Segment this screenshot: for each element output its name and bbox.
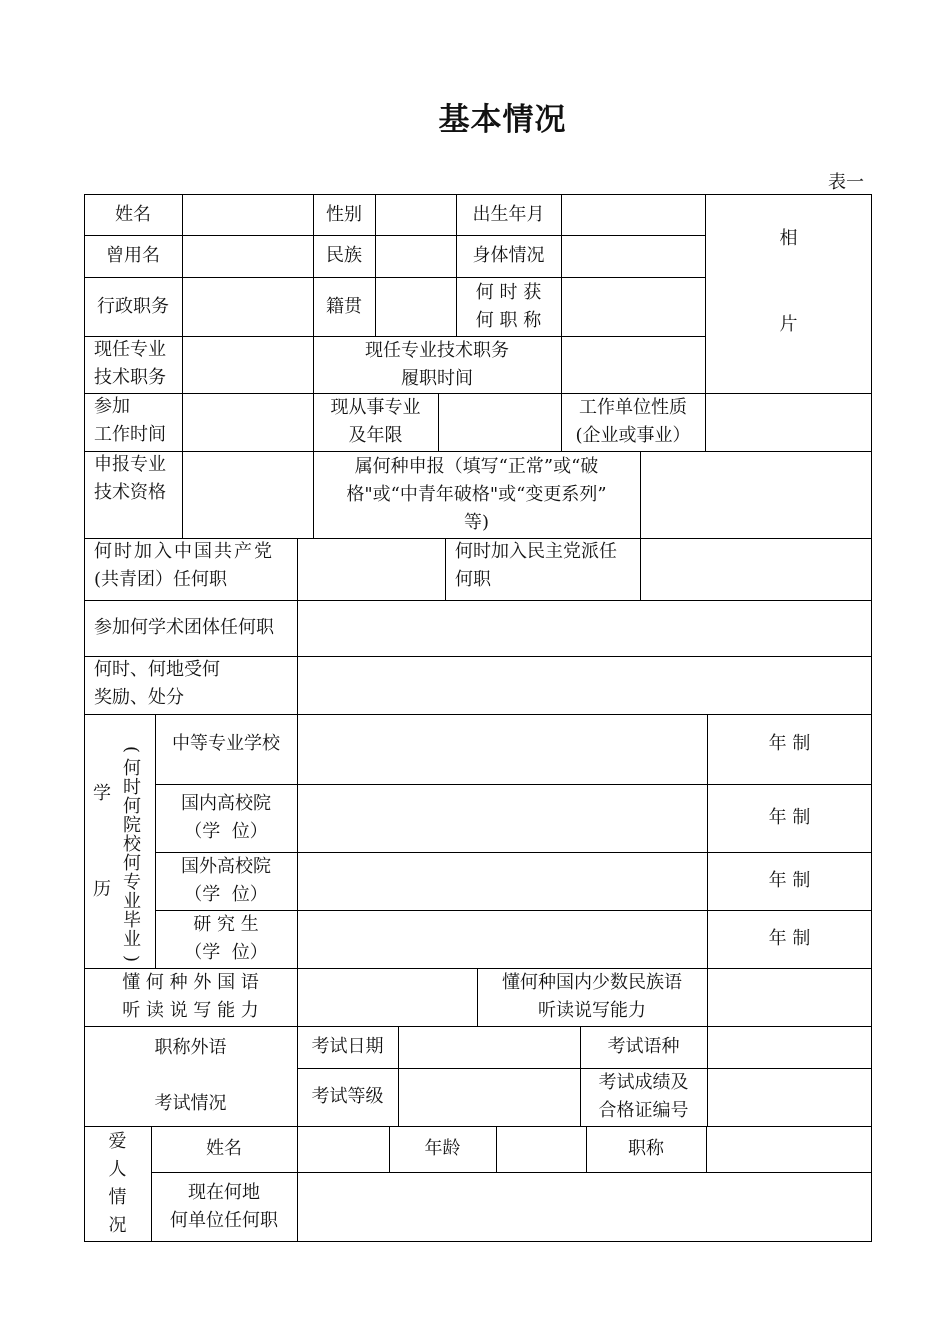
label-education-note [117, 740, 147, 968]
note-char: 业 [123, 891, 141, 912]
label-unit-nature-line1: 工作单位性质 [579, 397, 687, 418]
label-category-line1: 属何种申报（填写“正常”或“破 [354, 455, 599, 477]
col-line [707, 968, 708, 1126]
col-line [640, 451, 641, 600]
label-foreign-line2: （学 位） [184, 884, 268, 905]
label-years-domestic: 年 制 [768, 807, 811, 828]
label-education-xue: 学 [93, 783, 111, 804]
col-line [297, 538, 298, 968]
label-apply-category [313, 451, 640, 538]
label-apply-line1: 申报专业 [94, 454, 166, 475]
col-line [496, 1126, 497, 1172]
note-char: 院 [123, 815, 141, 836]
label-join-work-line1: 参加 [94, 396, 130, 417]
label-spouse-where-line1: 现在何地 [188, 1182, 260, 1203]
label-tech-time-line1: 现任专业技术职务 [365, 339, 509, 361]
label-health: 身体情况 [472, 245, 545, 266]
label-exam-score [580, 1068, 707, 1126]
label-democratic-line1: 何时加入民主党派任 [455, 541, 617, 562]
label-democratic [445, 538, 640, 600]
label-minority-language-line1: 懂何种国内少数民族语 [502, 972, 682, 993]
label-education-li: 历 [93, 879, 111, 900]
label-academic-group: 参加何学术团体任何职 [94, 617, 274, 638]
note-char: 业 [123, 929, 141, 950]
label-category-line2: 格"或“中青年破格"或“变更系列” [346, 483, 607, 505]
label-democratic-line2: 何职 [455, 569, 491, 590]
label-domestic-line2: （学 位） [184, 821, 268, 842]
label-foreign-language-line1: 懂 何 种 外 国 语 [122, 972, 259, 993]
label-exam [84, 1026, 297, 1126]
label-years-foreign: 年 制 [768, 870, 811, 891]
label-secondary-school: 中等专业学校 [172, 733, 280, 754]
label-foreign-language [84, 968, 297, 1026]
col-line [182, 194, 183, 538]
label-spouse-where [151, 1172, 297, 1242]
col-line [375, 194, 376, 336]
label-birth: 出生年月 [472, 203, 545, 225]
label-minority-language [477, 968, 707, 1026]
label-unit-nature [561, 393, 705, 451]
label-communist-line1: 何时加入中国共产党 [94, 541, 274, 562]
col-line [398, 1026, 399, 1126]
label-exam-language: 考试语种 [607, 1036, 680, 1057]
table-number: 表一 [828, 172, 864, 193]
note-char: 专 [123, 872, 141, 893]
spouse-char: 情 [108, 1187, 127, 1208]
label-unit-nature-line2: (企业或事业） [575, 425, 691, 446]
label-spouse-age: 年龄 [424, 1138, 461, 1159]
col-line [706, 1126, 707, 1172]
label-years-secondary: 年 制 [768, 733, 811, 754]
note-char: 毕 [123, 910, 141, 931]
label-spouse-title: 职称 [628, 1138, 664, 1159]
label-major-years-line2: 及年限 [348, 425, 403, 446]
label-spouse-name: 姓名 [206, 1138, 242, 1159]
label-major-years [313, 393, 438, 451]
label-exam-level: 考试等级 [311, 1086, 384, 1107]
label-foreign-line1: 国外高校院 [181, 856, 271, 877]
label-exam-line1: 职称外语 [154, 1037, 227, 1058]
note-char: ( [121, 745, 143, 754]
note-char: 何 [123, 796, 141, 817]
label-foreign-college [155, 852, 297, 910]
label-communist [84, 538, 297, 600]
label-spouse-where-line2: 何单位任何职 [170, 1210, 278, 1231]
label-title-obtained-line2: 何 职 称 [475, 309, 542, 331]
label-apply-qualification [84, 451, 182, 538]
photo-char-2: 片 [779, 313, 798, 335]
label-apply-line2: 技术资格 [94, 482, 166, 503]
label-ethnicity: 民族 [326, 245, 362, 266]
label-awards-line2: 奖励、处分 [94, 687, 184, 708]
label-minority-language-line2: 听读说写能力 [538, 1000, 646, 1021]
col-line [438, 393, 439, 451]
label-awards-line1: 何时、何地受何 [94, 659, 220, 680]
label-major-years-line1: 现从事专业 [330, 397, 421, 418]
label-graduate-line1: 研 究 生 [193, 914, 259, 935]
label-name: 姓名 [115, 203, 151, 225]
spouse-char: 人 [108, 1159, 127, 1180]
label-foreign-language-line2: 听 读 说 写 能 力 [122, 1000, 259, 1021]
label-tech-time [313, 336, 561, 393]
photo-placeholder [705, 194, 872, 393]
label-graduate-line2: （学 位） [184, 942, 268, 963]
note-char: 校 [123, 834, 141, 855]
note-char: 何 [123, 853, 141, 874]
spouse-char: 况 [108, 1215, 127, 1236]
page-title: 基本情况 [438, 102, 567, 138]
label-exam-score-line2: 合格证编号 [598, 1100, 689, 1121]
label-current-tech [84, 336, 182, 393]
note-char: 何 [123, 758, 141, 779]
label-title-obtained [456, 277, 561, 336]
label-admin-position: 行政职务 [97, 295, 169, 317]
label-former-name: 曾用名 [106, 245, 160, 266]
label-native-place: 籍贯 [326, 295, 362, 317]
label-title-obtained-line1: 何 时 获 [475, 281, 542, 303]
label-tech-time-line2: 履职时间 [401, 367, 473, 389]
label-spouse [84, 1126, 151, 1242]
spouse-char: 爱 [108, 1131, 127, 1152]
label-domestic-college [155, 784, 297, 852]
label-exam-score-line1: 考试成绩及 [598, 1072, 689, 1093]
label-domestic-line1: 国内高校院 [181, 793, 271, 814]
label-join-work [84, 393, 182, 451]
label-years-graduate: 年 制 [768, 928, 811, 949]
note-char: ) [121, 954, 143, 963]
label-category-line3: 等) [463, 511, 490, 533]
label-exam-line2: 考试情况 [154, 1093, 227, 1114]
photo-char-1: 相 [779, 227, 798, 249]
label-current-tech-line2: 技术职务 [94, 367, 166, 388]
label-join-work-line2: 工作时间 [94, 424, 166, 445]
label-exam-date: 考试日期 [311, 1036, 384, 1057]
label-gender: 性别 [326, 203, 362, 225]
note-char: 时 [123, 777, 141, 798]
label-graduate [155, 910, 297, 968]
label-current-tech-line1: 现任专业 [94, 339, 166, 360]
row-line [84, 393, 872, 394]
label-awards [84, 656, 297, 714]
label-communist-line2: (共青团）任何职 [94, 569, 228, 590]
